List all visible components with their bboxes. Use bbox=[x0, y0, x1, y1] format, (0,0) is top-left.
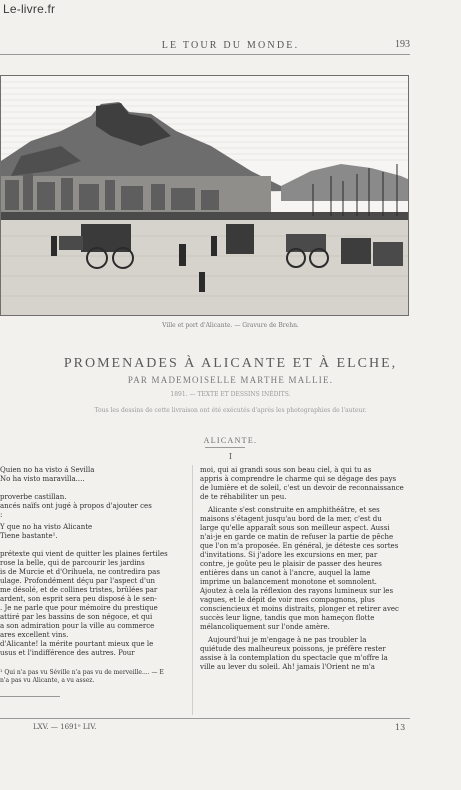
text-line: que l'on m'a proposée. En général, je déteste ces sortes bbox=[200, 542, 399, 550]
footnote-line: n'a pas vu Alicante, a vu assez. bbox=[0, 677, 95, 684]
text-line: ancés naïfs ont jugé à propos d'ajouter ces bbox=[0, 502, 152, 510]
text-line: Aujourd'hui je m'engage à ne pas troubler la bbox=[208, 636, 367, 644]
text-line: ulage. Profondément déçu par l'aspect d'un bbox=[0, 577, 155, 585]
text-line: Y que no ha visto Alicante bbox=[0, 523, 93, 531]
text-line: contre, je goûte peu le plaisir de passer des heures bbox=[200, 560, 382, 568]
text-line: vagues, et le dépit de voir mes compagnons, plus bbox=[200, 596, 375, 604]
figure-caption: Ville et port d'Alicante. — Gravure de Brehn. bbox=[162, 322, 299, 329]
section-number: I bbox=[228, 452, 233, 461]
text-line: : bbox=[0, 511, 3, 519]
text-line: ardent, son esprit sera peu disposé à le sen- bbox=[0, 595, 157, 603]
text-line: d'Alicante! la mérite pourtant mieux que le bbox=[0, 640, 154, 648]
text-line: de lumière et de soleil, c'est un devoir de reconnaissance bbox=[200, 484, 404, 492]
text-line: ares excellent vins. bbox=[0, 631, 69, 639]
text-line: moi, qui ai grandi sous son beau ciel, à qui tu as bbox=[200, 466, 372, 474]
text-line: Quien no ha visto á Sevilla bbox=[0, 466, 95, 474]
text-line: ville au lever du soleil. Ah! jamais l'Orient ne m'a bbox=[200, 663, 375, 671]
text-line: n'ai-je en garde ce matin de refuser la partie de pêche bbox=[200, 533, 394, 541]
engraving-figure bbox=[0, 75, 409, 316]
footer-rule bbox=[0, 718, 410, 719]
text-line: No ha visto maravilla.... bbox=[0, 475, 85, 483]
section-title: ALICANTE. bbox=[203, 436, 258, 445]
text-line: prétexte qui vient de quitter les plaines fertiles bbox=[0, 550, 168, 558]
section-rule bbox=[205, 447, 245, 448]
text-line: . Je ne parle que pour mémoire du prestique bbox=[0, 604, 158, 612]
article-note: 1891. — TEXTE ET DESSINS INÉDITS. bbox=[170, 391, 291, 398]
text-line: rose la belle, qui de parcourir les jardins bbox=[0, 559, 145, 567]
text-line: assise à la contemplation du spectacle que m'offre la bbox=[200, 654, 388, 662]
text-line: Ajoutez à cela la réflexion des rayons lumineux sur les bbox=[200, 587, 394, 595]
page-number: 193 bbox=[395, 39, 410, 50]
text-line: is de Murcie et d'Orihuela, ne contredira pas bbox=[0, 568, 160, 576]
text-line: succès leur ligne, tandis que mon hameçon flotte bbox=[200, 614, 375, 622]
text-line: proverbe castillan. bbox=[0, 493, 67, 501]
article-title: PROMENADES À ALICANTE ET À ELCHE, bbox=[63, 356, 398, 371]
illustration-credits: Tous les dessins de cette livraison ont été exécutés d'après les photographies de l'auteur. bbox=[94, 407, 367, 414]
text-line: usus et l'indifférence des autres. Pour bbox=[0, 649, 135, 657]
left-column bbox=[0, 466, 188, 696]
text-line: appris à comprendre le charme qui se dégage des pays bbox=[200, 475, 397, 483]
header-rule bbox=[0, 54, 410, 55]
column-divider bbox=[192, 465, 193, 715]
text-line: entières dans un canot à l'ancre, auquel la lame bbox=[200, 569, 371, 577]
text-line: maisons s'étagent jusqu'au bord de la mer, c'est du bbox=[200, 515, 382, 523]
text-line: large qu'elle apparaît sous son meilleur aspect. Aussi bbox=[200, 524, 390, 532]
footnote-line: ¹ Qui n'a pas vu Séville n'a pas vu de merveille.... — E bbox=[0, 669, 164, 676]
site-label: Le-livre.fr bbox=[3, 2, 56, 16]
text-line: mélancoliquement sur l'onde amère. bbox=[200, 623, 330, 631]
text-line: a son admiration pour la ville au commerce bbox=[0, 622, 155, 630]
text-line: consciencieux et moins distraits, plonger et retirer avec bbox=[200, 605, 399, 613]
issue-number: LXV. — 1691ᵉ LIV. bbox=[33, 723, 97, 731]
text-line: Alicante s'est construite en amphithéâtre, et ses bbox=[208, 506, 380, 514]
text-line: d'invitations. Si j'adore les excursions en mer, par bbox=[200, 551, 378, 559]
article-byline: PAR MADEMOISELLE MARTHE MALLIE. bbox=[127, 375, 334, 385]
text-line: attiré par les bassins de son négoce, et qui bbox=[0, 613, 153, 621]
text-line: de te réhabiliter un peu. bbox=[200, 493, 287, 501]
text-line: Tiene bastante¹. bbox=[0, 532, 58, 540]
text-line: me désolé, et de collines tristes, brûlées par bbox=[0, 586, 158, 594]
right-column bbox=[200, 466, 412, 696]
footnote-rule bbox=[0, 696, 60, 697]
signature-mark: 13 bbox=[395, 723, 406, 732]
text-line: quiétude des malheureux poissons, je préfère rester bbox=[200, 645, 386, 653]
running-title: LE TOUR DU MONDE. bbox=[161, 40, 300, 51]
text-line: imprime un balancement monotone et somnolent. bbox=[200, 578, 377, 586]
harbor-engraving bbox=[1, 76, 409, 316]
